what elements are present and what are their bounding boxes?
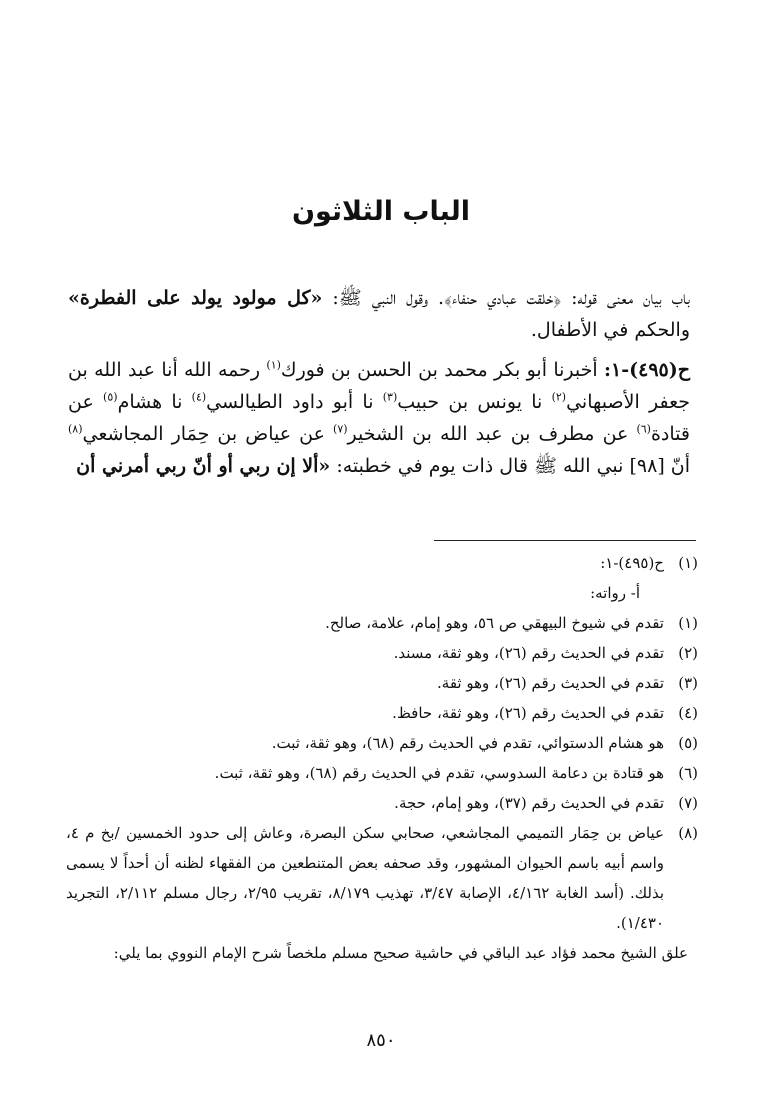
hadith-part-9: أنّ [٩٨] نبي الله ﷺ قال ذات يوم في خطبته: bbox=[330, 455, 690, 477]
footnote-item bbox=[66, 818, 698, 938]
footnote-subheading: أ- رواته: bbox=[590, 584, 640, 602]
footnote-head-number: (١) bbox=[678, 554, 698, 572]
footnote-item bbox=[66, 728, 698, 758]
footnote-ref-2: (٢) bbox=[551, 390, 567, 404]
footnote-number: (٨) bbox=[678, 824, 698, 842]
footnote-ref-7: (٧) bbox=[333, 422, 348, 436]
footnote-number: (٧) bbox=[678, 794, 698, 812]
footnote-number: (٢) bbox=[678, 644, 698, 662]
footnote-text: تقدم في الحديث رقم (٢٦)، وهو ثقة. bbox=[437, 674, 664, 692]
footnote-item bbox=[66, 788, 698, 818]
footnote-text: تقدم في شيوخ البيهقي ص ٥٦، وهو إمام، علامة، صالح. bbox=[325, 614, 664, 632]
footnotes-section bbox=[66, 548, 698, 968]
hadith-part-1: أخبرنا أبو بكر محمد بن الحسن بن فورك bbox=[280, 359, 604, 381]
footnote-head-text: ح(٤٩٥)-١: bbox=[600, 554, 664, 572]
hadith-label: ح(٤٩٥)-١: bbox=[603, 359, 690, 381]
footnote-number: (٣) bbox=[678, 674, 698, 692]
footnote-separator bbox=[434, 540, 696, 541]
footnote-ref-1: (١) bbox=[266, 358, 281, 372]
intro-text-2: والحكم في الأطفال. bbox=[530, 319, 690, 341]
footnote-text: تقدم في الحديث رقم (٣٧)، وهو إمام، حجة. bbox=[394, 794, 664, 812]
footnote-ref-5: (٥) bbox=[103, 390, 118, 404]
footnote-number: (١) bbox=[678, 614, 698, 632]
footnote-text: عياض بن حِمَار التميمي المجاشعي، صحابي سكن البصرة، وعاش إلى حدود الخمسين /بخ م ٤، واسم أبيه باسم الحيوان المشهور، وقد صحفه بعض المتنطعين من الفقهاء لظنه أن أحداً لا يسمى بذلك. (أسد الغابة ٤/١٦٢، الإصابة ٣/٤٧، تهذيب ٨/١٧٩، تقريب ٢/٩٥، رجال مسلم ٢/١١٢، التجريد ١/٤٣٠). bbox=[66, 824, 664, 932]
footnote-item bbox=[66, 758, 698, 788]
footnote-number: (٥) bbox=[678, 734, 698, 752]
hadith-part-8: عن عياض بن حِمَار المجاشعي bbox=[82, 423, 334, 445]
footnote-item bbox=[66, 608, 698, 638]
footnote-text: تقدم في الحديث رقم (٢٦)، وهو ثقة، مسند. bbox=[393, 644, 664, 662]
footnote-ref-6: (٦) bbox=[636, 422, 651, 436]
footnote-item bbox=[66, 638, 698, 668]
footnote-number: (٦) bbox=[678, 764, 698, 782]
footnote-item bbox=[66, 698, 698, 728]
chapter-title: الباب الثلاثون bbox=[291, 196, 471, 227]
footnote-text: هو قتادة بن دعامة السدوسي، تقدم في الحديث رقم (٦٨)، وهو ثقة، ثبت. bbox=[214, 764, 664, 782]
page-number: ٨٥٠ bbox=[366, 1030, 396, 1051]
hadith-part-6: عن قتادة bbox=[68, 391, 690, 445]
footnote-closing-note: علق الشيخ محمد فؤاد عبد الباقي في حاشية صحيح مسلم ملخصاً شرح الإمام النووي بما يلي: bbox=[113, 944, 688, 962]
footnote-ref-4: (٤) bbox=[191, 390, 207, 404]
hadith-quote: «ألا إن ربي أو أنّ ربي أمرني أن bbox=[76, 455, 331, 477]
hadith-part-3: نا يونس بن حبيب bbox=[397, 391, 552, 413]
intro-text-1: باب بيان معنى قوله: ﴿خلقت عبادي حنفاء﴾. وقول النبي ﷺ: bbox=[322, 287, 690, 309]
footnote-ref-3: (٣) bbox=[382, 390, 398, 404]
footnote-head bbox=[66, 548, 698, 578]
footnote-text: هو هشام الدستوائي، تقدم في الحديث رقم (٦٨)، وهو ثقة، ثبت. bbox=[271, 734, 664, 752]
hadith-part-7: عن مطرف بن عبد الله بن الشخير bbox=[347, 423, 637, 445]
hadith-part-2: رحمه الله أنا عبد الله بن جعفر الأصبهاني bbox=[68, 359, 690, 413]
footnote-item bbox=[66, 668, 698, 698]
footnote-ref-8: (٨) bbox=[68, 422, 83, 436]
footnote-text: تقدم في الحديث رقم (٢٦)، وهو ثقة، حافظ. bbox=[392, 704, 664, 722]
hadith-part-5: نا هشام bbox=[117, 391, 192, 413]
intro-quote: «كل مولود يولد على الفطرة» bbox=[68, 287, 323, 309]
footnote-number: (٤) bbox=[678, 704, 698, 722]
hadith-text bbox=[68, 354, 690, 482]
chapter-intro bbox=[68, 282, 690, 346]
hadith-part-4: نا أبو داود الطيالسي bbox=[206, 391, 383, 413]
